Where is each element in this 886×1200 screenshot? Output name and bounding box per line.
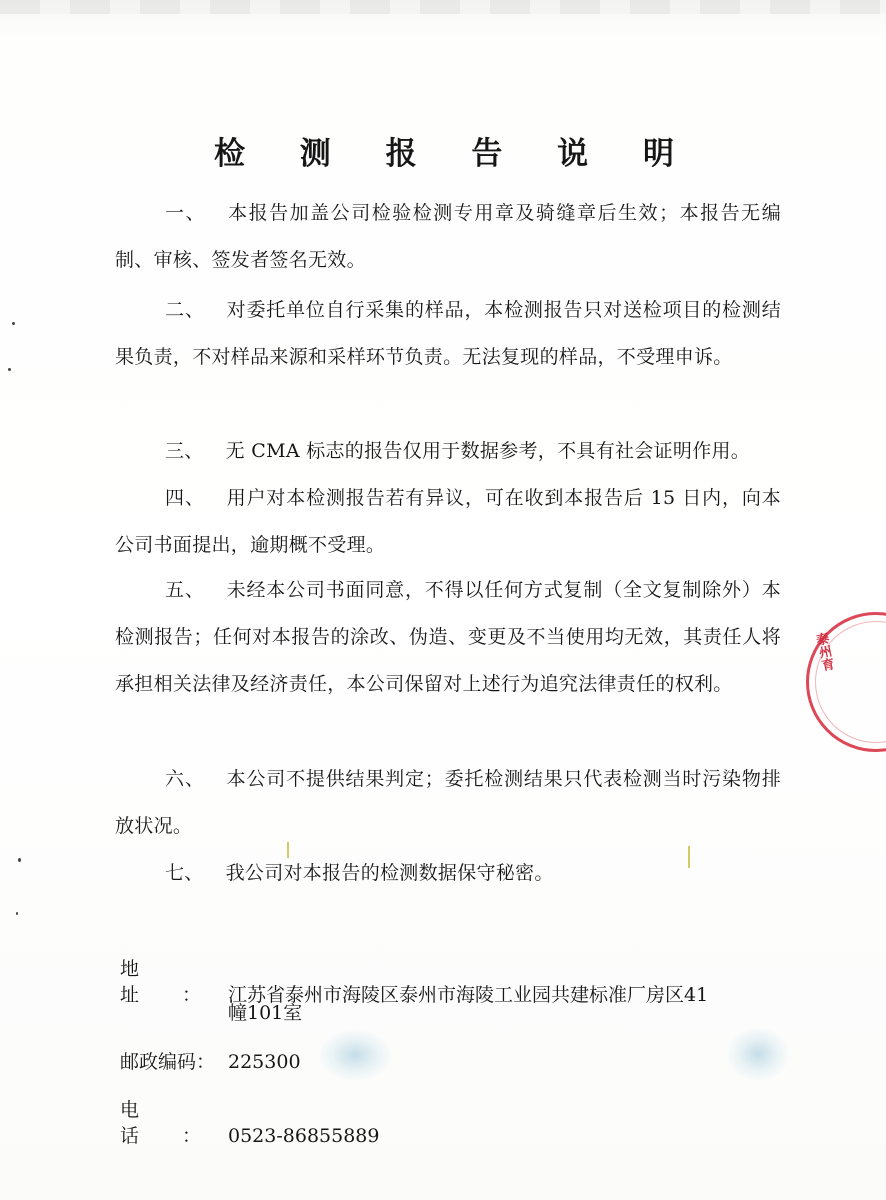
clause-text: 对委托单位自行采集的样品，本检测报告只对送检项目的检测结果负责，不对样品来源和采样环节负责。无法复现的样品，不受理申诉。 [115, 299, 781, 368]
clause-number: 一、 [165, 202, 207, 224]
company-seal [806, 612, 886, 752]
address-label: 地址： [120, 958, 245, 1006]
clause-text: 用户对本检测报告若有异议，可在收到本报告后 15 日内，向本公司书面提出，逾期概不受理。 [115, 487, 781, 556]
phone-value: 0523-86855889 [228, 1125, 380, 1147]
scan-speck [8, 368, 11, 371]
clause-3 [115, 428, 781, 475]
phone-label: 电话： [120, 1099, 245, 1147]
clause-text: 本报告加盖公司检验检测专用章及骑缝章后生效；本报告无编制、审核、签发者签名无效。 [115, 202, 781, 271]
clause-text: 本公司不提供结果判定；委托检测结果只代表检测当时污染物排放状况。 [115, 768, 781, 837]
seal-text: 泰州育 [812, 631, 835, 673]
address-value-continued: 幢101室 [228, 1002, 303, 1024]
clause-text: 未经本公司书面同意，不得以任何方式复制（全文复制除外）本检测报告；任何对本报告的涂改、伪造、变更及不当使用均无效，其责任人将承担相关法律及经济责任，本公司保留对上述行为追究法律责任的权利。 [115, 579, 781, 695]
postcode-label: 邮政编码： [120, 1051, 216, 1073]
clause-number: 三、 [165, 440, 204, 462]
clause-text: 我公司对本报告的检测数据保守秘密。 [225, 862, 554, 884]
address-row-continued [228, 1000, 302, 1026]
scan-speck [18, 858, 21, 862]
address-value: 江苏省泰州市海陵区泰州市海陵工业园共建标准厂房区41 [228, 984, 709, 1006]
clause-1 [115, 190, 781, 284]
scan-edge [0, 0, 886, 14]
clause-2 [115, 287, 781, 381]
clause-6 [115, 756, 781, 850]
postcode-row [120, 1049, 301, 1075]
clause-number: 七、 [165, 862, 204, 884]
clause-7 [115, 850, 781, 897]
scan-smudge [728, 1028, 788, 1080]
scan-mark [688, 846, 690, 868]
scan-mark [287, 842, 289, 858]
clause-number: 四、 [165, 487, 205, 509]
scan-speck [12, 322, 15, 325]
clause-text: 无 CMA 标志的报告仅用于数据参考，不具有社会证明作用。 [225, 440, 751, 462]
clause-number: 二、 [165, 299, 205, 321]
clause-5 [115, 567, 781, 708]
clause-number: 六、 [165, 768, 205, 790]
scan-smudge [320, 1030, 390, 1080]
scan-speck [16, 912, 18, 915]
postcode-value: 225300 [228, 1051, 301, 1073]
clause-4 [115, 475, 781, 569]
document-title: 检 测 报 告 说 明 [214, 136, 696, 172]
address-row [120, 956, 708, 1008]
phone-row [120, 1097, 379, 1149]
clause-number: 五、 [165, 579, 205, 601]
